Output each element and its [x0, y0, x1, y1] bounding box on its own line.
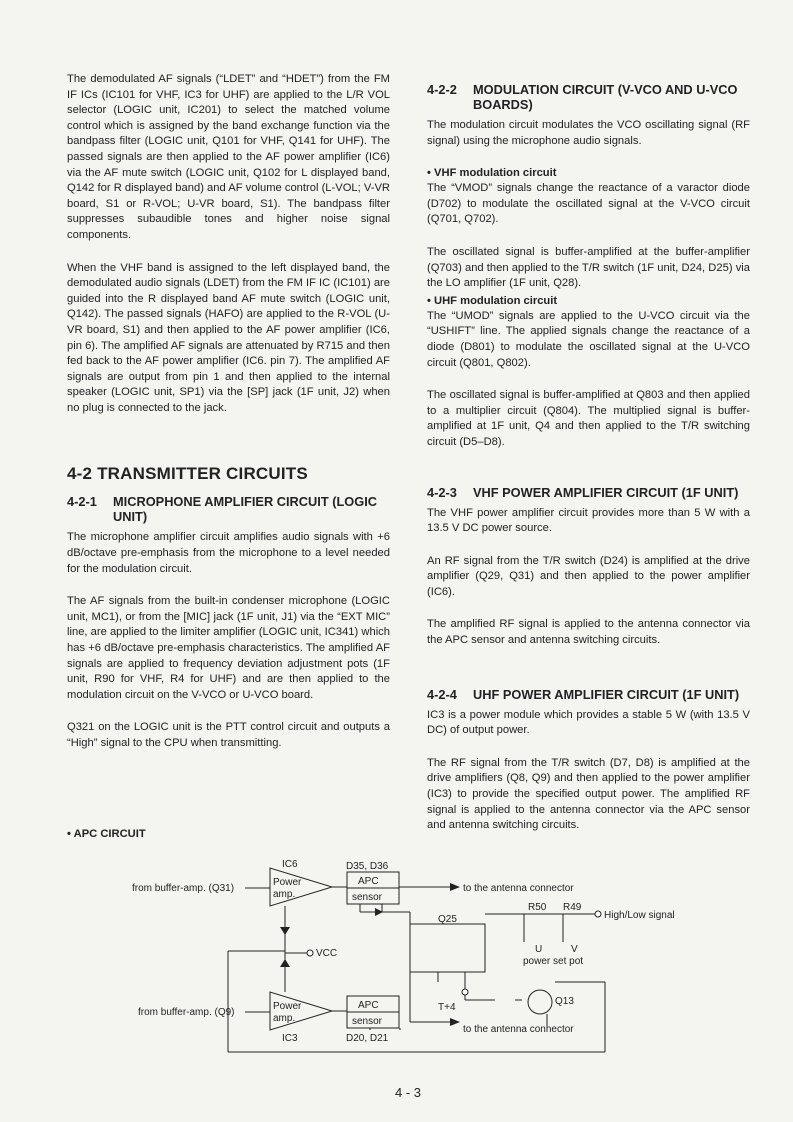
label-power-set-pot: power set pot — [523, 956, 584, 967]
label-t4: T+4 — [438, 1002, 456, 1013]
label-sensor-top: sensor — [352, 892, 383, 903]
subsection-number: 4-2-3 — [427, 484, 457, 500]
paragraph: The oscillated signal is buffer-amplified at Q803 and then applied to a multiplier circuit (Q804). The multiplied signal is buffer-amplified at 1F unit, Q4 and then applied to the T/R switching circuit (D5–D8). — [427, 389, 750, 448]
paragraph: The “UMOD” signals are applied to the U-VCO circuit via the “USHIFT” line. The applied signals change the reactance of a diode (D801) to modulate the oscillated signal at the U-VCO circuit (Q801, Q802). — [427, 309, 750, 369]
paragraph: When the VHF band is assigned to the left displayed band, the demodulated audio signals (LDET) from the FM IF IC (IC101) are guided into the R displayed band AF mute switch (LOGIC unit, Q142). The passed signals (HAFO) are applied to the R-VOL (U-VR board, S1) and then applied to the AF power amplifier (IC6, pin 6). The amplified AF signals are attenuated by R715 and then fed back to the AF power amplifier (IC6. pin 7). The amplified AF signals are output from pin 1 and then applied to the internal speaker (LOGIC unit, SP1) via the [SP] jack (1F unit, J2) when no plug is connected to the jack. — [67, 261, 390, 414]
label-q25: Q25 — [438, 914, 457, 925]
subsection-title: UHF POWER AMPLIFIER CIRCUIT (1F UNIT) — [473, 686, 740, 702]
label-to-antenna-top: to the antenna connector — [463, 883, 574, 894]
paragraph: The “VMOD” signals change the reactance of a varactor diode (D702) to modulate the oscillated signal at the V-VCO circuit (Q701, Q702). — [427, 182, 750, 226]
label-power-bottom: Power — [273, 1001, 302, 1012]
label-ic6: IC6 — [282, 859, 298, 870]
label-u: U — [535, 944, 543, 955]
label-ic3: IC3 — [282, 1033, 298, 1044]
page-number: 4 - 3 — [395, 1085, 422, 1100]
apc-circuit-label: • APC CIRCUIT — [67, 827, 146, 840]
paragraph: The VHF power amplifier circuit provides more than 5 W with a 13.5 V DC power source. — [427, 506, 750, 535]
label-apc-top: APC — [358, 876, 379, 887]
subsection-number: 4-2-1 — [67, 494, 97, 510]
label-amp-top: amp. — [273, 889, 296, 900]
paragraph: The microphone amplifier circuit amplifies audio signals with +6 dB/octave pre-emphasis from the microphone to a level needed for the modulation circuit. — [67, 531, 390, 575]
label-from-q31: from buffer-amp. (Q31) — [132, 883, 235, 894]
paragraph: Q321 on the LOGIC unit is the PTT control circuit and outputs a “High” signal to the CPU when transmitting. — [67, 721, 390, 749]
subsection-title: VHF POWER AMPLIFIER CIRCUIT (1F UNIT) — [473, 484, 739, 500]
label-from-q9: from buffer-amp. (Q9) — [138, 1007, 235, 1018]
label-apc-bottom: APC — [358, 1000, 379, 1011]
right-column — [427, 72, 750, 851]
label-vcc: VCC — [316, 948, 338, 959]
label-r50: R50 — [528, 902, 547, 913]
apc-circuit-diagram — [120, 852, 675, 1052]
paragraph: The AF signals from the built-in condenser microphone (LOGIC unit, MC1), or from the [MIC] jack (1F unit, J1) via the “EXT MIC” line, are applied to the limiter amplifier (LOGIC unit, IC341) which has +6 dB/octave pre-emphasis characteristics. The amplified AF signals are applied to frequency deviation adjustment pots (1F unit, R90 for VHF, R4 for UHF) and are then applied to the modulation circuit on the V-VCO or U-VCO board. — [67, 595, 390, 701]
label-d35: D35, D36 — [346, 861, 389, 872]
subsection-number: 4-2-2 — [427, 82, 457, 97]
section-title: 4-2 TRANSMITTER CIRCUITS — [67, 464, 308, 484]
subsection-heading-421 — [67, 494, 390, 524]
label-q13: Q13 — [555, 996, 574, 1007]
subsection-title: MICROPHONE AMPLIFIER CIRCUIT (LOGIC UNIT) — [113, 494, 377, 525]
subsection-number: 4-2-4 — [427, 686, 457, 702]
label-high-low: High/Low signal — [604, 910, 675, 921]
paragraph: IC3 is a power module which provides a stable 5 W (with 13.5 V DC) of output power. — [427, 708, 750, 737]
q25-box — [410, 924, 485, 972]
label-r49: R49 — [563, 902, 582, 913]
uhf-modulation-label: • UHF modulation circuit — [427, 294, 558, 307]
paragraph: The RF signal from the T/R switch (D7, D8) is amplified at the drive amplifiers (Q8, Q9) and then applied to the power amplifier (IC3) to provide the specified output power. The amplified RF signal is applied to the antenna connector via the APC sensor and antenna switching circuits. — [427, 756, 750, 832]
label-to-antenna-bottom: to the antenna connector — [463, 1024, 574, 1035]
label-amp-bottom: amp. — [273, 1013, 296, 1024]
label-v: V — [571, 944, 578, 955]
label-sensor-bottom: sensor — [352, 1016, 383, 1027]
label-d20: D20, D21 — [346, 1033, 389, 1044]
paragraph: The demodulated AF signals (“LDET” and “HDET”) from the FM IF ICs (IC101 for VHF, IC3 for UHF) are applied to the L/R VOL selector (LOGIC unit, IC201) to select the matched volume control which is assigned by the band exchange function via the bandpass filter (LOGIC unit, Q101 for VHF, Q141 for UHF). The passed signals are then applied to the AF power amplifier (IC6) via the AF mute switch (LOGIC unit, Q102 for L displayed band, Q142 for R displayed band) and AF volume control (L-VOL; V-VR board, S1 or R-VOL; U-VR board, S1). The bandpass filter suppresses subaudible tones and higher noise signal components. — [67, 73, 390, 241]
paragraph: The oscillated signal is buffer-amplified at the buffer-amplifier (Q703) and then applied to the T/R switch (1F unit, D24, D25) via the LO amplifier (1F unit, Q28). — [427, 245, 750, 290]
q13-transistor — [528, 990, 552, 1014]
paragraph: The amplified RF signal is applied to the antenna connector via the APC sensor and antenna switching circuits. — [427, 618, 750, 647]
subsection-heading-424 — [427, 687, 750, 702]
left-column — [67, 72, 390, 842]
vhf-modulation-label: • VHF modulation circuit — [427, 167, 557, 180]
subsection-heading-422 — [427, 82, 750, 112]
paragraph: An RF signal from the T/R switch (D24) is amplified at the drive amplifier (Q29, Q31) and then applied to the power amplifier (IC6). — [427, 554, 750, 598]
subsection-title: MODULATION CIRCUIT (V-VCO AND U-VCO BOARDS) — [473, 82, 738, 112]
subsection-heading-423 — [427, 485, 750, 500]
label-power-top: Power — [273, 877, 302, 888]
paragraph: The modulation circuit modulates the VCO oscillating signal (RF signal) using the microphone audio signals. — [427, 119, 750, 147]
